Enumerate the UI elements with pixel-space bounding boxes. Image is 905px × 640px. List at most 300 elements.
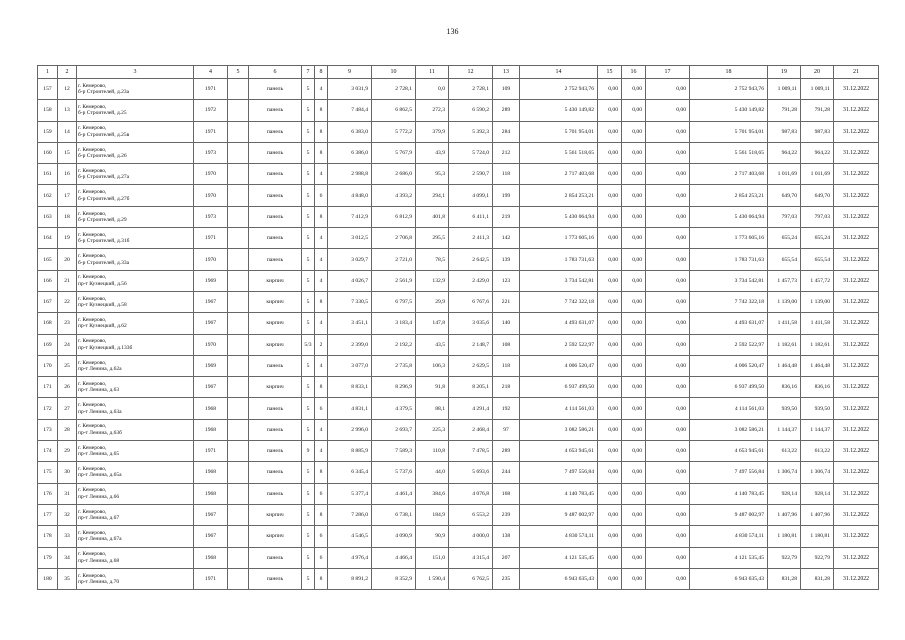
table-cell: панель [249,121,302,142]
table-cell: 31.12.2022 [834,462,879,483]
address-city: г. Кемерово, [78,466,107,473]
table-cell [228,334,249,355]
table-cell: 5 [302,164,315,185]
table-cell: 225,3 [416,419,449,440]
table-cell: 0,00 [646,419,690,440]
address-cell [77,526,194,547]
table-cell: 179 [38,547,58,568]
table-cell: 8 891,2 [328,568,372,589]
table-cell: 4 466,4 [372,547,416,568]
table-body [38,79,879,590]
table-cell: 176 [38,483,58,504]
table-cell: 1 407,96 [801,504,834,525]
table-cell: 1970 [194,185,228,206]
table-cell: 7 497 556,84 [520,462,598,483]
table-cell: 0,0 [416,79,449,100]
table-cell: 791,28 [768,100,801,121]
table-cell: 3 082 586,21 [690,419,768,440]
address-city: г. Кемерово, [78,210,107,217]
column-number-header: 6 [249,66,302,79]
table-cell: 6 812,9 [372,206,416,227]
table-cell: 0,00 [622,142,646,163]
table-cell: панель [249,441,302,462]
table-cell: панель [249,185,302,206]
address-city: г. Кемерово, [78,508,107,515]
table-cell: 0,00 [622,441,646,462]
table-cell: 836,16 [768,377,801,398]
table-cell: 21 [58,270,77,291]
table-cell: 4 [315,79,328,100]
table-cell: 118 [493,164,520,185]
table-cell: 31.12.2022 [834,568,879,589]
table-cell: 5 701 954,01 [690,121,768,142]
table-cell: 30 [58,462,77,483]
table-cell: 1967 [194,313,228,334]
table-cell: 1 180,81 [768,526,801,547]
table-cell: 939,50 [768,398,801,419]
column-number-header: 7 [302,66,315,79]
table-cell: 2 592 522,97 [520,334,598,355]
address-street: пр-т Ленина, д.67 [78,515,120,522]
table-cell: 221 [493,291,520,312]
address-city: г. Кемерово, [78,551,107,558]
table-cell: 6 [315,526,328,547]
table-cell: 5 [302,79,315,100]
address-cell [77,249,194,270]
table-cell: 118 [493,355,520,376]
table-cell: 2 411,3 [449,228,493,249]
table-cell: 2 988,8 [328,164,372,185]
table-cell [228,164,249,185]
table-cell: 4 140 783,45 [520,483,598,504]
table-cell: 649,70 [801,185,834,206]
column-number-header: 14 [520,66,598,79]
table-cell: 6 762,5 [449,568,493,589]
column-number-header: 8 [315,66,328,79]
address-cell [77,121,194,142]
address-city: г. Кемерово, [78,146,107,153]
table-cell: 6 [315,185,328,206]
table-cell: 1 182,61 [768,334,801,355]
table-cell: 0,00 [598,504,622,525]
table-cell: 20 [58,249,77,270]
table-cell: 0,00 [646,164,690,185]
table-cell: 4 [315,270,328,291]
table-cell: 31.12.2022 [834,79,879,100]
table-cell: 0,00 [622,547,646,568]
table-cell: 7 742 322,18 [690,291,768,312]
table-cell: 159 [38,121,58,142]
table-cell: 1 306,74 [801,462,834,483]
table-cell: панель [249,206,302,227]
table-cell: 6 345,4 [328,462,372,483]
table-cell: 1 182,61 [801,334,834,355]
table-cell: 1 411,58 [801,313,834,334]
table-cell: 0,00 [622,462,646,483]
table-cell: 4 [315,249,328,270]
table-cell: кирпич [249,377,302,398]
table-cell: 1 457,72 [801,270,834,291]
table-cell: 0,00 [598,419,622,440]
table-cell: 0,00 [598,526,622,547]
table-row [38,121,879,142]
table-cell: 831,28 [768,568,801,589]
table-cell: 294,1 [416,185,449,206]
table-row [38,249,879,270]
table-cell: 289 [493,441,520,462]
table-cell: 2 686,0 [372,164,416,185]
table-cell [228,313,249,334]
table-cell: 31.12.2022 [834,377,879,398]
table-cell: панель [249,355,302,376]
table-cell: 1970 [194,334,228,355]
column-number-header: 2 [58,66,77,79]
table-cell: 172 [38,398,58,419]
table-cell: 4 114 561,03 [520,398,598,419]
table-cell: 173 [38,419,58,440]
table-cell: 1 139,00 [768,291,801,312]
table-cell: 0,00 [622,270,646,291]
table-cell: 797,03 [801,206,834,227]
column-number-header: 1 [38,66,58,79]
table-cell: 31.12.2022 [834,355,879,376]
table-cell: 0,00 [598,100,622,121]
table-cell: 31.12.2022 [834,206,879,227]
table-cell: 9 487 002,97 [690,504,768,525]
address-street: пр-т Ленина, д.65а [78,472,122,479]
table-cell: 2 148,7 [449,334,493,355]
table-cell: 0,00 [598,462,622,483]
table-cell: 4 393,2 [372,185,416,206]
table-cell: 31.12.2022 [834,334,879,355]
column-number-header: 13 [493,66,520,79]
table-cell: 4 546,5 [328,526,372,547]
table-cell: 2 629,5 [449,355,493,376]
column-number-header: 18 [690,66,768,79]
table-cell: 2 735,8 [372,355,416,376]
table-cell: 0,00 [622,355,646,376]
table-cell: 17 [58,185,77,206]
table-cell: 91,8 [416,377,449,398]
table-cell: 1968 [194,547,228,568]
address-city: г. Кемерово, [78,274,107,281]
table-cell: 2 717 403,68 [690,164,768,185]
address-city: г. Кемерово, [78,125,107,132]
table-cell: 5 [302,121,315,142]
table-cell: 0,00 [598,334,622,355]
table-cell: 2 728,1 [449,79,493,100]
table-cell: 379,9 [416,121,449,142]
table-cell: 5 [302,100,315,121]
table-cell: 1969 [194,270,228,291]
table-cell: 8 [315,568,328,589]
table-cell: 218 [493,377,520,398]
table-cell: 3 031,9 [328,79,372,100]
table-cell: 0,00 [598,270,622,291]
table-cell: 4 121 535,45 [520,547,598,568]
address-street: пр-т Кузнецкий, д.133б [78,344,133,351]
table-cell: 1 783 731,63 [690,249,768,270]
table-cell: 5 377,4 [328,483,372,504]
table-cell: 4 315,4 [449,547,493,568]
address-city: г. Кемерово, [78,380,107,387]
table-cell [228,249,249,270]
table-cell: 28 [58,419,77,440]
table-cell: 791,28 [801,100,834,121]
table-cell: 1968 [194,398,228,419]
table-cell: 12 [58,79,77,100]
table-cell [228,185,249,206]
address-street: пр-т Кузнецкий, д.56 [78,280,127,287]
table-cell: кирпич [249,526,302,547]
table-cell: 95,3 [416,164,449,185]
table-cell: 3 029,7 [328,249,372,270]
table-cell: 3 082 586,21 [520,419,598,440]
table-cell: 0,00 [646,334,690,355]
table-cell: 2 399,0 [328,334,372,355]
table-cell: 1 139,00 [801,291,834,312]
table-row [38,185,879,206]
table-cell: 5 737,6 [372,462,416,483]
table-cell: 43,9 [416,142,449,163]
table-cell [228,228,249,249]
table-cell: 132,9 [416,270,449,291]
table-cell: 163 [38,206,58,227]
table-cell: 161 [38,164,58,185]
table-cell: 831,28 [801,568,834,589]
table-cell: 6 937 499,50 [520,377,598,398]
page-number: 136 [446,27,459,36]
table-cell: 0,00 [622,121,646,142]
table-cell: 174 [38,441,58,462]
table-cell: 6 767,6 [449,291,493,312]
table-cell: 34 [58,547,77,568]
table-cell: 5 693,6 [449,462,493,483]
table-cell: 0,00 [646,504,690,525]
table-cell: панель [249,142,302,163]
table-cell: 19 [58,228,77,249]
table-cell: 167 [38,291,58,312]
table-cell: 29,9 [416,291,449,312]
table-cell: 3 734 542,81 [520,270,598,291]
table-cell: 26 [58,377,77,398]
address-city: г. Кемерово, [78,444,107,451]
address-cell [77,547,194,568]
table-cell: 7 412,9 [328,206,372,227]
table-row [38,79,879,100]
table-cell: 5 [302,228,315,249]
table-cell: 5 [302,526,315,547]
table-cell: 5 772,2 [372,121,416,142]
column-number-header: 16 [622,66,646,79]
table-cell: 6 386,0 [328,142,372,163]
table-cell: панель [249,249,302,270]
table-cell: 4 976,4 [328,547,372,568]
table-cell: 0,00 [598,398,622,419]
table-cell: 244 [493,462,520,483]
table-cell: 5 392,3 [449,121,493,142]
table-cell: панель [249,483,302,504]
column-number-header: 15 [598,66,622,79]
table-cell: 31.12.2022 [834,313,879,334]
column-number-header: 20 [801,66,834,79]
table-cell: 6 943 635,43 [520,568,598,589]
table-cell: 1972 [194,100,228,121]
table-cell: 162 [38,185,58,206]
table-cell: 88,1 [416,398,449,419]
address-city: г. Кемерово, [78,402,107,409]
table-cell: 4 [315,441,328,462]
table-cell: 1 009,11 [768,79,801,100]
table-cell: кирпич [249,504,302,525]
table-cell: 0,00 [646,206,690,227]
table-cell: 2 752 943,76 [690,79,768,100]
table-cell: 2 752 943,76 [520,79,598,100]
table-cell: 177 [38,504,58,525]
address-cell [77,355,194,376]
table-cell: 31.12.2022 [834,504,879,525]
table-cell: 5 [302,355,315,376]
table-cell [228,504,249,525]
table-cell: 2 854 253,21 [690,185,768,206]
table-cell: 9 [302,441,315,462]
table-cell: 158 [38,100,58,121]
table-row [38,377,879,398]
table-cell: 9 487 002,97 [520,504,598,525]
table-cell: 655,24 [768,228,801,249]
table-cell: 23 [58,313,77,334]
table-cell: 655,24 [801,228,834,249]
table-cell [228,121,249,142]
address-city: г. Кемерово, [78,359,107,366]
table-cell [228,398,249,419]
table-cell: 90,9 [416,526,449,547]
table-cell: 6 [315,398,328,419]
address-cell [77,291,194,312]
address-cell [77,568,194,589]
table-cell: 166 [38,270,58,291]
table-cell: 8 [315,142,328,163]
table-cell: 0,00 [646,355,690,376]
table-cell: 2 592 522,97 [690,334,768,355]
table-cell: 0,00 [598,377,622,398]
table-cell: 31.12.2022 [834,483,879,504]
table-cell: 0,00 [646,462,690,483]
table-cell: 2 561,9 [372,270,416,291]
table-cell: 123 [493,270,520,291]
table-cell: 207 [493,547,520,568]
table-cell: 14 [58,121,77,142]
table-cell: 8 352,9 [372,568,416,589]
table-cell: 109 [493,79,520,100]
address-cell [77,228,194,249]
table-cell: 649,70 [768,185,801,206]
table-row [38,547,879,568]
table-cell: 1971 [194,79,228,100]
table-cell: 5/3 [302,334,315,355]
table-cell: 272,3 [416,100,449,121]
address-city: г. Кемерово, [78,423,107,430]
table-cell: 0,00 [646,398,690,419]
table-cell: 655,54 [801,249,834,270]
table-cell: 5 [302,313,315,334]
table-cell: 8 296,9 [372,377,416,398]
table-cell: 4 121 535,45 [690,547,768,568]
table-cell: 4 [315,228,328,249]
table-cell: 1 407,96 [768,504,801,525]
table-cell: 0,00 [646,100,690,121]
table-cell: 138 [493,526,520,547]
table-row [38,483,879,504]
table-cell: 2 728,1 [372,79,416,100]
table-cell: 29 [58,441,77,462]
table-cell: 78,5 [416,249,449,270]
column-number-header: 4 [194,66,228,79]
address-cell [77,377,194,398]
table-cell: 0,00 [646,79,690,100]
address-street: пр-т Ленина, д.63б [78,429,122,436]
table-cell: 0,00 [598,79,622,100]
table-cell [228,79,249,100]
address-city: г. Кемерово, [78,231,107,238]
table-cell: 3 183,4 [372,313,416,334]
table-cell: 31.12.2022 [834,526,879,547]
table-cell: 33 [58,526,77,547]
table-cell: 2 721,0 [372,249,416,270]
table-cell: 1969 [194,355,228,376]
table-cell: 4 [315,419,328,440]
table-row [38,334,879,355]
table-cell [228,462,249,483]
table-cell: 8 [315,504,328,525]
table-cell: 7 484,4 [328,100,372,121]
table-cell: 8 205,1 [449,377,493,398]
column-number-header: 19 [768,66,801,79]
table-cell: 3 451,1 [328,313,372,334]
table-cell: панель [249,398,302,419]
address-city: г. Кемерово, [78,295,107,302]
table-cell: 157 [38,79,58,100]
table-row [38,100,879,121]
table-cell: 5 [302,185,315,206]
table-cell: 1967 [194,291,228,312]
table-cell: 0,00 [622,504,646,525]
table-cell: 964,22 [801,142,834,163]
address-street: пр-т Ленина, д.67а [78,536,122,543]
table-cell: 7 497 556,84 [690,462,768,483]
table-row [38,419,879,440]
table-cell: 5 [302,568,315,589]
table-cell: 0,00 [646,483,690,504]
table-cell: 32 [58,504,77,525]
table-cell: 175 [38,462,58,483]
table-cell: кирпич [249,270,302,291]
table-cell: 0,00 [598,547,622,568]
table-cell: 295,5 [416,228,449,249]
address-city: г. Кемерово, [78,338,107,345]
table-cell: 16 [58,164,77,185]
table-cell: 2 468,4 [449,419,493,440]
table-cell: 0,00 [646,142,690,163]
table-cell: 22 [58,291,77,312]
table-row [38,142,879,163]
table-cell: 6 738,1 [372,504,416,525]
table-cell: 1 306,74 [768,462,801,483]
table-cell: 31.12.2022 [834,249,879,270]
table-cell: 655,54 [768,249,801,270]
address-city: г. Кемерово, [78,82,107,89]
table-cell: 15 [58,142,77,163]
